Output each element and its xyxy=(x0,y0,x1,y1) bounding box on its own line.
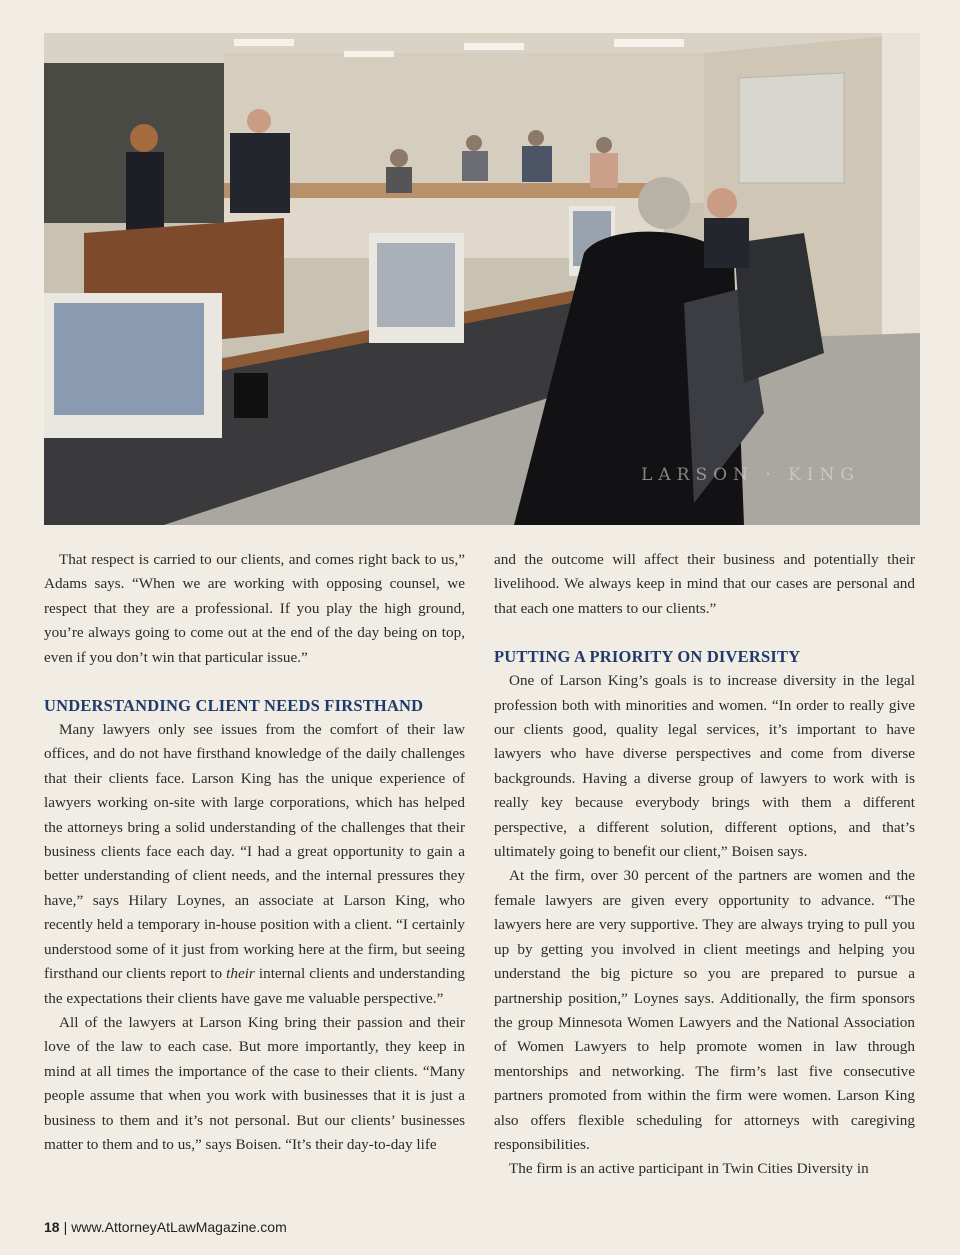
paragraph: One of Larson King’s goals is to increase diversity in the legal profession both with minorities and women. “In order to really give our clients good, quality legal services, it’s important to have lawyers who have diverse perspectives and come from diverse backgrounds. Having a diverse group of lawyers to work with is really key because everybody brings with them a different perspective, a different solution, different options, and that’s ultimately going to benefit our client,” Boisen says. xyxy=(494,672,915,861)
page-footer xyxy=(44,1219,287,1235)
paragraph: The firm is an active participant in Twin Cities Diversity in xyxy=(509,1160,869,1178)
footer-separator: | xyxy=(63,1219,68,1235)
courtroom-illustration xyxy=(44,33,920,525)
page-number: 18 xyxy=(44,1219,60,1235)
paragraph-text: internal clients and understanding the expectations their clients have gave me valuable perspective.” xyxy=(44,965,466,1007)
courtroom-photo xyxy=(44,33,920,525)
photo-watermark: LARSON · KING xyxy=(641,465,860,485)
right-column xyxy=(494,548,915,1182)
paragraph: That respect is carried to our clients, and comes right back to us,” Adams says. “When we are working with opposing counsel, we respect that they are a professional. If you play the high ground, you’re always going to come out at the end of the day being on top, even if you don’t win that particular issue.” xyxy=(44,551,465,666)
section-heading: UNDERSTANDING CLIENT NEEDS FIRSTHAND xyxy=(44,696,424,716)
paragraph-text: Many lawyers only see issues from the comfort of their law offices, and do not have firsthand knowledge of the daily challenges that their clients face. Larson King has the unique experience of lawyers working on-site with large corporations, which has helped the attorneys bring a solid understanding of the challenges that their business clients face each day. “I had a great opportunity to gain a better understanding of client needs, and the internal pressures they have,” says Hilary Loynes, an associate at Larson King, who recently held a temporary in-house position with a client. “I certainly understood some of it just from working here at the firm, but seeing firsthand our clients report to xyxy=(44,721,465,983)
left-column xyxy=(44,548,465,1157)
paragraph: and the outcome will affect their business and potentially their livelihood. We always keep in mind that our cases are personal and that each one matters to our clients.” xyxy=(494,551,915,617)
emphasized-text: their xyxy=(226,965,255,983)
paragraph: At the firm, over 30 percent of the partners are women and the female lawyers are given every opportunity to advance. “The lawyers here are very supportive. They are always trying to pull you up by getting you involved in client meetings and helping you understand the big picture so you are prepared to pursue a partnership position,” Loynes says. Additionally, the firm sponsors the group Minnesota Women Lawyers and the National Association of Women Lawyers to help promote women in law through mentorships and networking. The firm’s last five consecutive partners promoted from within the firm were women. Larson King also offers flexible scheduling for attorneys with caregiving responsibilities. xyxy=(494,867,915,1153)
website-link[interactable]: www.AttorneyAtLawMagazine.com xyxy=(71,1219,287,1235)
paragraph xyxy=(44,718,465,1011)
paragraph: All of the lawyers at Larson King bring their passion and their love of the law to each case. But more importantly, they keep in mind at all times the importance of the case to their clients. “Many people assume that when you work with businesses that it is just a business to them and it’s not personal. But our clients’ businesses matter to them and to us,” says Boisen. “It’s their day-to-day life xyxy=(44,1013,465,1153)
section-heading: PUTTING A PRIORITY ON DIVERSITY xyxy=(494,647,801,667)
